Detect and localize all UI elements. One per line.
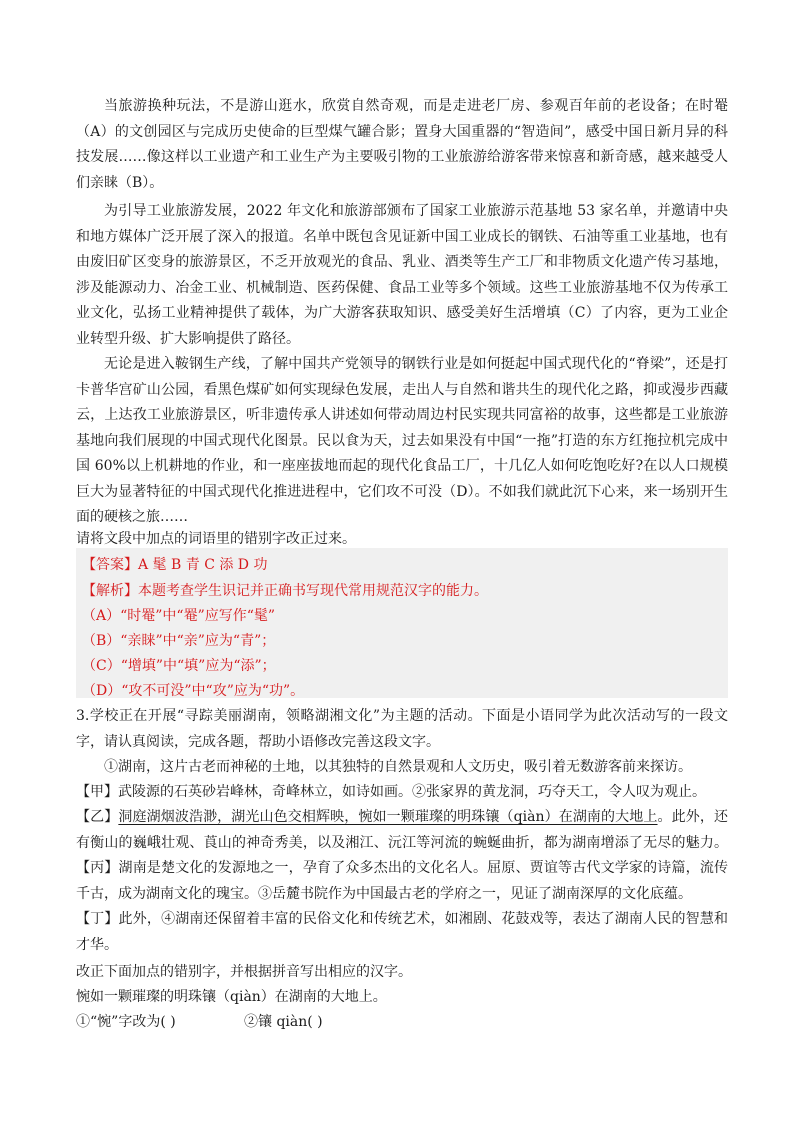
question1-prompt: 请将文段中加点的词语里的错别字改正过来。 [76,531,356,547]
blank-1: ①“惋”字改为( ) [76,1014,176,1030]
analysis-line: 【解析】本题考查学生识记并正确书写现代常用规范汉字的能力。 [82,583,488,599]
question3-stem: 3.学校正在开展“寻踪美丽湖南，领略湖湘文化”为主题的活动。下面是小语同学为此次活动写的一段文字，请认真阅读，完成各题，帮助小语修改完善这段文字。 [76,708,728,750]
analysis-item-b: （B）“亲睐”中“亲”应为“青”； [82,633,276,649]
underlined-sentence: 洞庭湖烟波浩渺，湖光山色交相辉映，惋如一颗璀璨的明珠镶（qiàn）在湖南的大地上 [118,809,658,825]
question3-section-yi [76,805,728,907]
answer-box [76,548,728,698]
section-yi-label: 【乙】 [76,809,119,825]
blank-2: ②镶 qiàn( ) [244,1014,323,1030]
question3-sentence: 惋如一颗璀璨的明珠镶（qiàn）在湖南的大地上。 [76,989,387,1005]
passage1-paragraph-3: 无论是进入鞍钢生产线，了解中国共产党领导的钢铁行业是如何挺起中国式现代化的“脊梁”，还是打卡普华宫矿山公园，看黑色煤矿如何实现绿色发展，走出人与自然和谐共生的现代化之路，抑或漫步西藏云，上达孜工业旅游景区，听非遗传承人讲述如何带动周边村民实现共同富裕的故事，这些都是工业旅游基地向我们展现的中国式现代化图景。民以食为天，过去如果没有中国“一拖”打造的东方红拖拉机完成中国 60%以上机耕地的作业，和一座座拔地而起的现代化食品工厂，十几亿人如何吃饱吃好?在以人口规模巨大为显著特征的中国式现代化推进进程中，它们攻不可没（D）。不如我们就此沉下心来，来一场别开生面的硬核之旅…… [76,356,728,525]
section-yi-rest: 。此外，还有衡山的巍峨壮观、莨山的神奇秀美，以及湘江、沅江等河流的蜿蜒曲折，都为湖南增添了无尽的魅力。【丙】湖南是楚文化的发源地之一，孕育了众多杰出的文化名人。屈原、贾谊等古代文学家的诗篇，流传千古，成为湖南文化的瑰宝。③岳麓书院作为中国最古老的学府之一，见证了湖南深厚的文化底蕴。 [76,809,729,902]
passage1-paragraph-1: 当旅游换种玩法，不是游山逛水，欣赏自然奇观，而是走进老厂房、参观百年前的老设备；在时罨（A）的文创园区与完成历史使命的巨型煤气罐合影；置身大国重器的“智造间”，感受中国日新月异的科技发展……像这样以工业遗产和工业生产为主要吸引物的工业旅游给游客带来惊喜和新奇感，越来越受人们亲睐（B）。 [76,98,728,191]
question3-section-ding: 【丁】此外，④湖南还保留着丰富的民俗文化和传统艺术，如湘剧、花鼓戏等，表达了湖南人民的智慧和才华。 [76,911,728,953]
passage1-paragraph-2: 为引导工业旅游发展，2022 年文化和旅游部颁布了国家工业旅游示范基地 53 家名单，并邀请中央和地方媒体广泛开展了深入的报道。名单中既包含见证新中国工业成长的钢铁、石油等重工业基地，也有由废旧矿区变身的旅游景区，不乏开放观光的食品、乳业、酒类等生产工厂和非物质文化遗产传习基地，涉及能源动力、冶金工业、机械制造、医药保健、食品工业等多个领域。这些工业旅游基地不仅为传承工业文化，弘扬工业精神提供了载体，为广大游客获取知识、感受美好生活增填（C）了内容，更为工业企业转型升级、扩大影响提供了路径。 [76,203,728,347]
analysis-item-c: （C）“增填”中“填”应为“添”； [82,658,276,674]
question3-prompt: 改正下面加点的错别字，并根据拼音写出相应的汉字。 [76,964,412,980]
answer-line: 【答案】A 髦 B 青 C 添 D 功 [82,557,268,573]
analysis-item-a: （A）“时罨”中“罨”应写作“髦” [82,608,276,624]
analysis-item-d: （D）“攻不可没”中“攻”应为“功”。 [82,683,305,699]
question3-section-jia: 【甲】武陵源的石英砂岩峰林，奇峰林立，如诗如画。②张家界的黄龙洞，巧夺天工，令人叹为观止。 [76,784,706,800]
question3-paragraph-1: ①湖南，这片古老而神秘的土地，以其独特的自然景观和人文历史，吸引着无数游客前来探访。 [104,759,692,775]
